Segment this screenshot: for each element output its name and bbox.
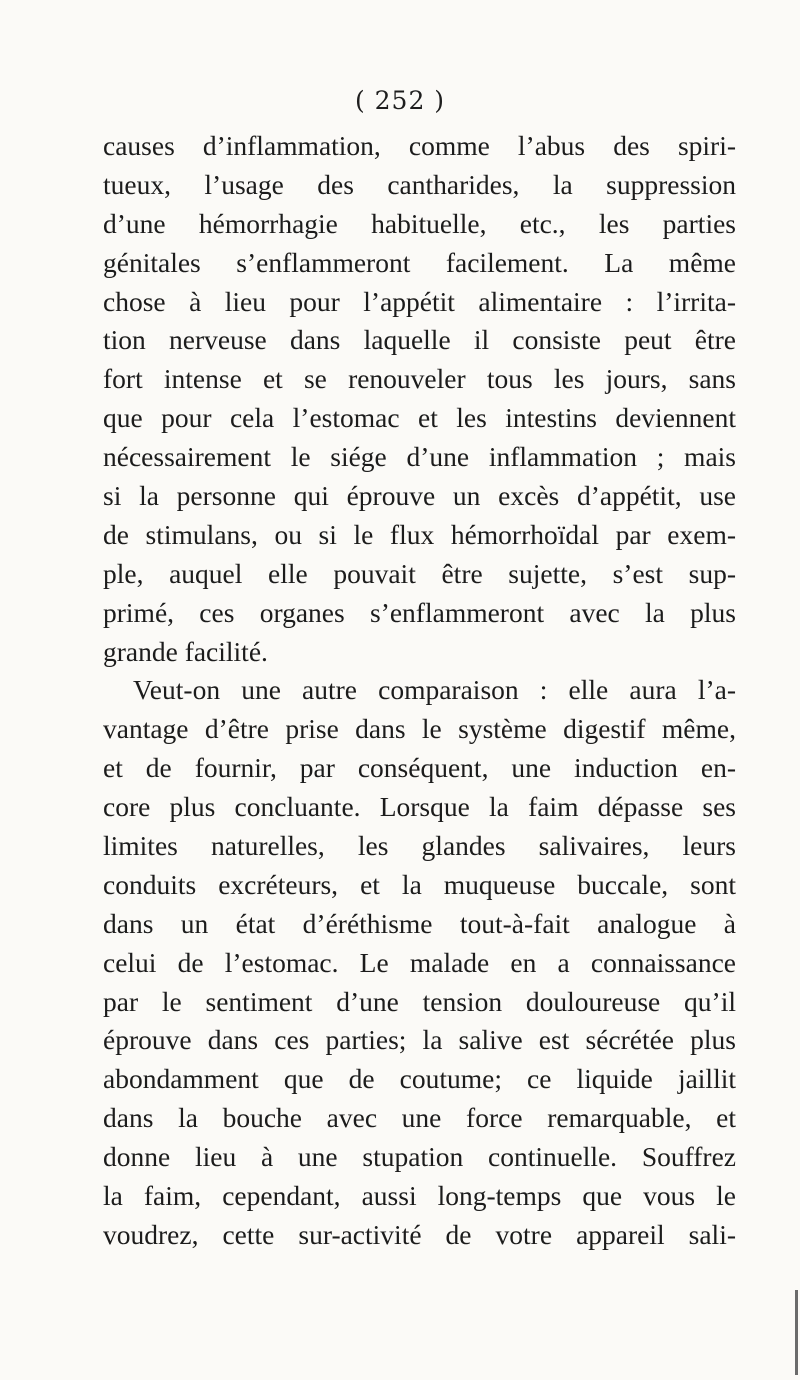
text-line: et de fournir, par conséquent, une induction en- xyxy=(103,752,736,784)
text-line: celui de l’estomac. Le malade en a connaissance xyxy=(103,946,736,978)
text-line: nécessairement le siége d’une inflammation ; mais xyxy=(103,441,736,473)
text-line: limites naturelles, les glandes salivaires, leurs xyxy=(103,830,736,862)
text-line: fort intense et se renouveler tous les jours, sans xyxy=(103,363,736,395)
text-line: si la personne qui éprouve un excès d’appétit, use xyxy=(103,480,736,512)
text-line: ple, auquel elle pouvait être sujette, s’est sup- xyxy=(103,557,736,589)
text-line: d’une hémorrhagie habituelle, etc., les parties xyxy=(103,207,736,239)
text-line: la faim, cependant, aussi long-temps que vous le xyxy=(103,1180,736,1212)
text-line: causes d’inflammation, comme l’abus des spiri- xyxy=(103,130,736,161)
text-line: de stimulans, ou si le flux hémorrhoïdal par exem- xyxy=(103,518,736,550)
text-line: chose à lieu pour l’appétit alimentaire : l’irrita- xyxy=(103,285,736,317)
page-edge-shadow xyxy=(795,1290,798,1375)
text-line: abondamment que de coutume; ce liquide jaillit xyxy=(103,1063,736,1095)
text-line: éprouve dans ces parties; la salive est sécrétée plus xyxy=(103,1024,736,1056)
text-line: vantage d’être prise dans le système digestif même, xyxy=(103,713,736,745)
text-line: conduits excréteurs, et la muqueuse buccale, sont xyxy=(103,868,736,900)
text-line: core plus concluante. Lorsque la faim dépasse ses xyxy=(103,791,736,823)
text-line: génitales s’enflammeront facilement. La même xyxy=(103,246,736,278)
text-line: dans la bouche avec une force remarquable, et xyxy=(103,1102,736,1134)
paragraph-1 xyxy=(103,127,736,671)
text-line: Veut-on une autre comparaison : elle aura l’a- xyxy=(133,674,736,706)
text-line: grande facilité. xyxy=(103,635,268,667)
text-line: voudrez, cette sur-activité de votre appareil sali- xyxy=(103,1218,736,1250)
text-line: primé, ces organes s’enflammeront avec la plus xyxy=(103,596,736,628)
text-line: par le sentiment d’une tension douloureuse qu’il xyxy=(103,985,736,1017)
text-line: tion nerveuse dans laquelle il consiste peut être xyxy=(103,324,736,356)
paragraph-2 xyxy=(103,671,736,1254)
text-line: tueux, l’usage des cantharides, la suppression xyxy=(103,168,736,200)
page-number: ( 252 ) xyxy=(354,86,446,115)
body-text xyxy=(103,127,736,1255)
text-line: que pour cela l’estomac et les intestins deviennent xyxy=(103,402,736,434)
text-line: donne lieu à une stupation continuelle. Souffrez xyxy=(103,1141,736,1173)
text-line: dans un état d’éréthisme tout-à-fait analogue à xyxy=(103,907,736,939)
